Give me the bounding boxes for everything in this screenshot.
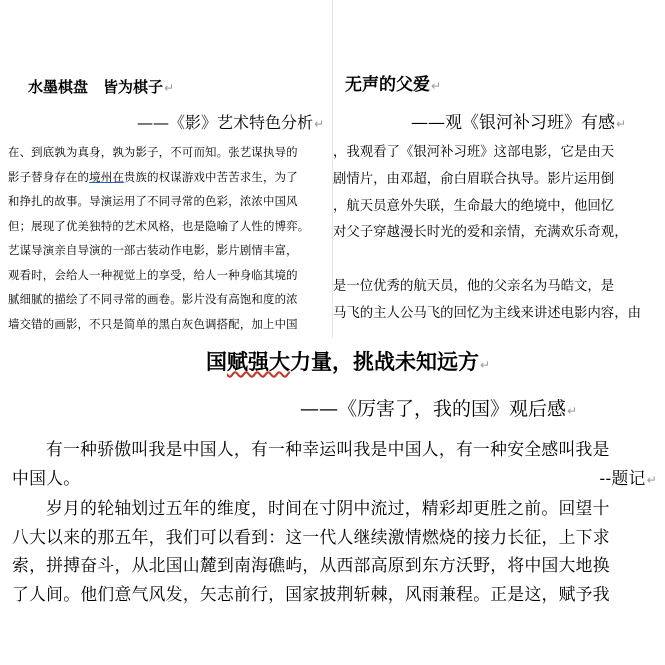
text-line: ，我观看了《银河补习班》这部电影，它是由天 bbox=[333, 145, 615, 160]
text-line: 墙交错的画影，不只是简单的黑白灰色调搭配，加上中国 bbox=[8, 316, 298, 331]
document-page-ying bbox=[0, 0, 335, 345]
text-line: 腻细腻的描绘了不同寻常的画卷。影片没有高饱和度的浓 bbox=[8, 292, 298, 306]
text-line: 了人间。他们意气风发，矢志前行，国家披荆斩棘，风雨兼程。正是这，赋予我 bbox=[12, 583, 610, 604]
text-line: 和挣扎的故事。导演运用了不同寻常的色彩，浓浓中国风 bbox=[8, 194, 298, 208]
doc3-subtitle: ——《厉害了，我的国》观后感↵ bbox=[300, 398, 578, 420]
text-line: 八大以来的那五年，我们可以看到：这一代人继续激情燃烧的接力长征，上下求 bbox=[12, 526, 610, 547]
doc3-body bbox=[12, 435, 657, 609]
text-line: ，航天员意外失联，生命最大的绝境中，他回忆 bbox=[333, 198, 615, 214]
text-line: 观看时，会给人一种视觉上的享受，给人一种身临其境的 bbox=[8, 267, 298, 282]
underlined-text: 境州在 bbox=[89, 169, 124, 184]
epigraph-note: --题记↵ bbox=[599, 467, 657, 488]
paragraph-mark-icon: ↵ bbox=[314, 117, 325, 131]
epigraph-line: 有一种骄傲叫我是中国人，有一种幸运叫我是中国人，有一种安全感叫我是 bbox=[46, 439, 610, 459]
doc1-subtitle: ——《影》艺术特色分析↵ bbox=[137, 113, 325, 132]
text-line: 在、到底孰为真身，孰为影子，不可而知。张艺谋执导的 bbox=[8, 145, 298, 159]
spellcheck-underline: 赋强大 bbox=[227, 349, 290, 374]
document-page-yinhe bbox=[332, 0, 665, 345]
paragraph-mark-icon: ↵ bbox=[646, 472, 657, 487]
epigraph-line: 中国人。 --题记↵ bbox=[12, 464, 657, 495]
text-line: 但；展现了优美独特的艺术风格，也是隐喻了人性的博弈。 bbox=[8, 218, 310, 233]
document-page-lihai bbox=[0, 338, 665, 665]
text-line: 马飞的主人公马飞的回忆为主线来讲述电影内容，由 bbox=[333, 305, 641, 321]
text-line: 对父子穿越漫长时光的爱和亲情，充满欢乐奇观， bbox=[333, 225, 628, 241]
text-line: 索，拼搏奋斗，从北国山麓到南海礁屿，从西部高原到东方沃野，将中国大地换 bbox=[12, 555, 610, 576]
paragraph-mark-icon: ↵ bbox=[431, 79, 442, 93]
doc1-body bbox=[8, 140, 330, 336]
paragraph-mark-icon: ↵ bbox=[567, 404, 578, 418]
text-line: 影子替身存在的境州在贵族的权谋游戏中苦苦求生，为了 bbox=[8, 169, 298, 184]
text-line: 岁月的轮轴划过五年的维度，时间在寸阴中流过，精彩却更胜之前。回望十 bbox=[46, 498, 610, 519]
doc3-title: 国赋强大力量，挑战未知远方↵ bbox=[206, 349, 491, 374]
text-line: 剧情片，由邓超，俞白眉联合执导。影片运用倒 bbox=[333, 171, 615, 187]
doc2-subtitle: ——观《银河补习班》有感↵ bbox=[411, 113, 627, 133]
text-line: 艺谋导演亲自导演的一部古装动作电影，影片剧情丰富， bbox=[8, 243, 298, 257]
paragraph-mark-icon: ↵ bbox=[164, 81, 175, 95]
paragraph-mark-icon: ↵ bbox=[616, 117, 627, 131]
text-line: 是一位优秀的航天员，他的父亲名为马皓文，是 bbox=[333, 278, 615, 294]
paragraph-mark-icon: ↵ bbox=[480, 358, 491, 372]
doc1-title: 水墨棋盘 皆为棋子↵ bbox=[28, 78, 175, 96]
text-line bbox=[333, 247, 658, 274]
doc2-body bbox=[333, 140, 658, 328]
doc2-title: 无声的父爱↵ bbox=[345, 75, 442, 95]
